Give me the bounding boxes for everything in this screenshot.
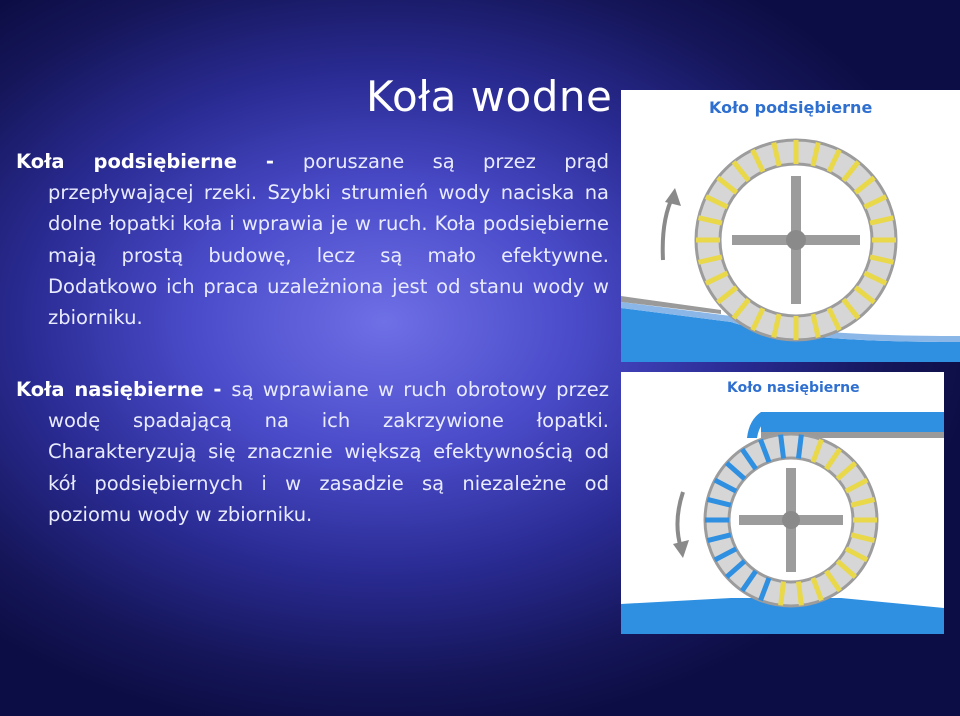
overshot-lead: Koła nasiębierne -	[16, 378, 232, 401]
wheel-paddle	[798, 435, 801, 459]
water-flume	[761, 412, 944, 432]
wheel-paddle	[781, 435, 784, 459]
wheel-hub	[786, 230, 806, 250]
slide-title: Koła wodne	[366, 72, 613, 121]
undershot-image-caption: Koło podsiębierne	[709, 98, 873, 117]
wheel-paddle	[781, 582, 784, 606]
wheel-hub	[782, 511, 800, 529]
overshot-wheel-image	[621, 372, 944, 634]
undershot-wheel-illustration	[621, 90, 960, 362]
rotation-arrow-head	[665, 188, 681, 206]
overshot-wheel	[705, 434, 877, 606]
undershot-wheel-image	[621, 90, 960, 362]
rotation-arrow	[663, 196, 673, 260]
undershot-lead: Koła podsiębierne -	[16, 150, 303, 173]
rotation-arrow-head	[673, 540, 689, 558]
undershot-text: poruszane są przez prąd przepływającej rzeki. Szybki strumień wody naciska na dolne łopatki koła i wprawia je w ruch. Koła podsiębierne mają prostą budowę, lecz są mało efektywne. Dodatkowo ich praca uzależniona jest od stanu wody w zbiorniku.	[48, 150, 609, 330]
overshot-paragraph	[16, 374, 609, 530]
undershot-paragraph	[16, 146, 609, 333]
overshot-wheel-illustration	[621, 372, 944, 634]
wheel-paddle	[798, 582, 801, 606]
undershot-wheel	[696, 140, 896, 340]
rotation-arrow	[677, 492, 683, 548]
overshot-image-caption: Koło nasiębierne	[727, 380, 860, 396]
overshot-text: są wprawiane w ruch obrotowy przez wodę spadającą na ich zakrzywione łopatki. Charakteryzują się znacznie większą efektywnością od kół podsiębiernych i w zasadzie są niezależne od poziomu wody w zbiorniku.	[48, 378, 610, 526]
